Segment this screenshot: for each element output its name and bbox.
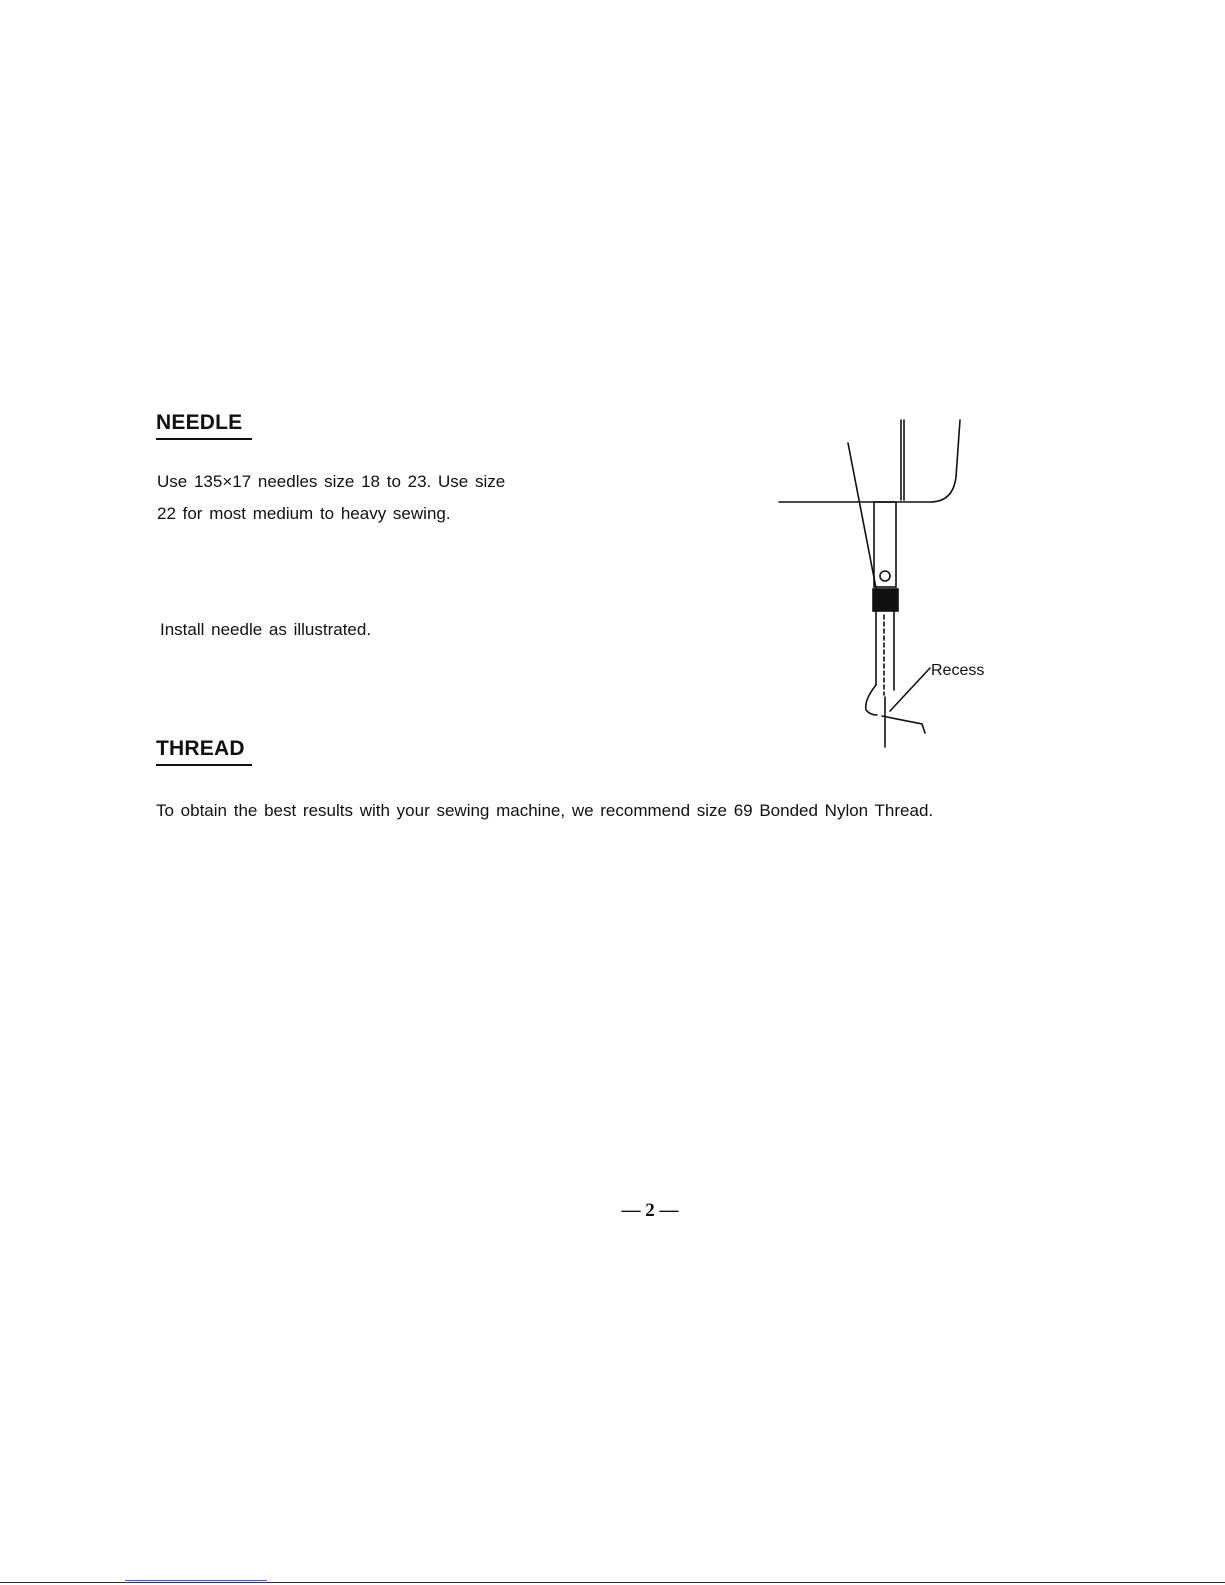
needle-clamp <box>874 502 896 587</box>
needle-shank-collar <box>873 589 898 611</box>
thread-description: To obtain the best results with your sewing machine, we recommend size 69 Bonded Nylon Thread. <box>156 801 934 820</box>
footer-link-underline <box>125 1580 267 1581</box>
clamp-screw-hole <box>880 571 890 581</box>
machine-head-outline <box>779 420 960 502</box>
recess-label: Recess <box>931 662 985 679</box>
needle-description-line-1: Use 135×17 needles size 18 to 23. Use size <box>157 472 506 491</box>
recess-leader-line <box>890 668 930 711</box>
thread-heading: THREAD <box>156 737 252 766</box>
needle-installation-illustration <box>770 415 1030 760</box>
needle-description-line-2: 22 for most medium to heavy sewing. <box>157 504 451 523</box>
needle-eye-bulge <box>866 685 877 715</box>
thread-line <box>848 443 876 588</box>
needle-install-note: Install needle as illustrated. <box>160 620 372 639</box>
thread-through-eye <box>882 716 925 733</box>
page-number: — 2 — <box>621 1200 679 1221</box>
needle-heading: NEEDLE <box>156 411 252 440</box>
needle-description <box>157 466 587 530</box>
footer-rule <box>0 1582 1225 1583</box>
